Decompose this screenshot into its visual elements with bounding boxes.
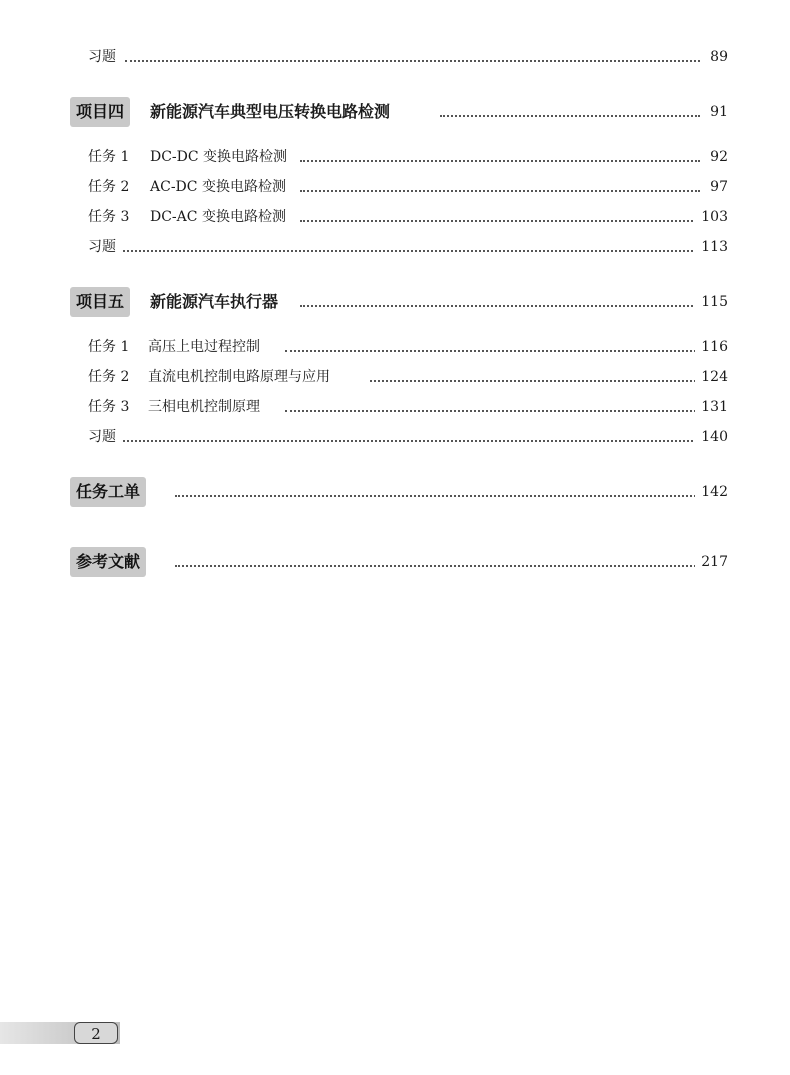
task-title: 高压上电过程控制 bbox=[148, 336, 266, 358]
toc-row-exercise[interactable] bbox=[0, 236, 790, 258]
dot-leader bbox=[285, 350, 700, 352]
task-number: 任务 3 bbox=[88, 206, 135, 228]
toc-references[interactable] bbox=[0, 551, 790, 573]
task-number: 任务 2 bbox=[88, 366, 135, 388]
toc-row-task[interactable] bbox=[0, 396, 790, 418]
toc-page-number: 124 bbox=[695, 366, 728, 388]
toc-row-task[interactable] bbox=[0, 336, 790, 358]
toc-row-task[interactable] bbox=[0, 146, 790, 168]
toc-page-number: 140 bbox=[695, 426, 728, 448]
footer-page-number: 2 bbox=[74, 1022, 118, 1044]
toc-page-number: 131 bbox=[695, 396, 728, 418]
toc-row-task[interactable] bbox=[0, 206, 790, 228]
toc-chapter-4[interactable] bbox=[0, 101, 790, 123]
chapter-title: 新能源汽车典型电压转换电路检测 bbox=[150, 101, 394, 123]
task-title: AC-DC 变换电路检测 bbox=[150, 176, 292, 198]
toc-page-number: 116 bbox=[695, 336, 728, 358]
task-number: 任务 1 bbox=[88, 336, 135, 358]
dot-leader bbox=[300, 220, 700, 222]
toc-row-task[interactable] bbox=[0, 176, 790, 198]
task-title: DC-DC 变换电路检测 bbox=[150, 146, 293, 168]
toc-page-number: 113 bbox=[695, 236, 728, 258]
task-number: 任务 2 bbox=[88, 176, 135, 198]
dot-leader bbox=[175, 565, 700, 567]
toc-page-number: 89 bbox=[704, 46, 728, 68]
task-number: 任务 3 bbox=[88, 396, 135, 418]
dot-leader bbox=[300, 305, 700, 307]
toc-page-number: 97 bbox=[704, 176, 728, 198]
toc-row-task[interactable] bbox=[0, 366, 790, 388]
section-badge: 参考文献 bbox=[70, 547, 146, 577]
dot-leader bbox=[370, 380, 700, 382]
chapter-badge: 项目四 bbox=[70, 97, 130, 127]
dot-leader bbox=[285, 410, 700, 412]
task-title: 直流电机控制电路原理与应用 bbox=[148, 366, 336, 388]
toc-label: 习题 bbox=[88, 46, 122, 68]
task-title: DC-AC 变换电路检测 bbox=[150, 206, 292, 228]
chapter-badge: 项目五 bbox=[70, 287, 130, 317]
toc-label: 习题 bbox=[88, 426, 122, 448]
dot-leader bbox=[300, 160, 700, 162]
toc-page-number: 115 bbox=[695, 291, 728, 313]
section-badge: 任务工单 bbox=[70, 477, 146, 507]
dot-leader bbox=[300, 190, 700, 192]
chapter-title: 新能源汽车执行器 bbox=[150, 291, 282, 313]
dot-leader bbox=[120, 250, 700, 252]
toc-page-number: 142 bbox=[695, 481, 728, 503]
toc-page-number: 92 bbox=[704, 146, 728, 168]
toc-worksheet[interactable] bbox=[0, 481, 790, 503]
task-number: 任务 1 bbox=[88, 146, 135, 168]
toc-label: 习题 bbox=[88, 236, 122, 258]
toc-row-exercise[interactable] bbox=[0, 426, 790, 448]
dot-leader bbox=[440, 115, 700, 117]
toc-chapter-5[interactable] bbox=[0, 291, 790, 313]
task-title: 三相电机控制原理 bbox=[148, 396, 266, 418]
toc-page-number: 91 bbox=[704, 101, 728, 123]
toc-row-exercise-top[interactable] bbox=[0, 46, 790, 68]
dot-leader bbox=[175, 495, 700, 497]
toc-page-number: 217 bbox=[695, 551, 728, 573]
toc-page-number: 103 bbox=[695, 206, 728, 228]
dot-leader bbox=[125, 60, 700, 62]
dot-leader bbox=[120, 440, 700, 442]
